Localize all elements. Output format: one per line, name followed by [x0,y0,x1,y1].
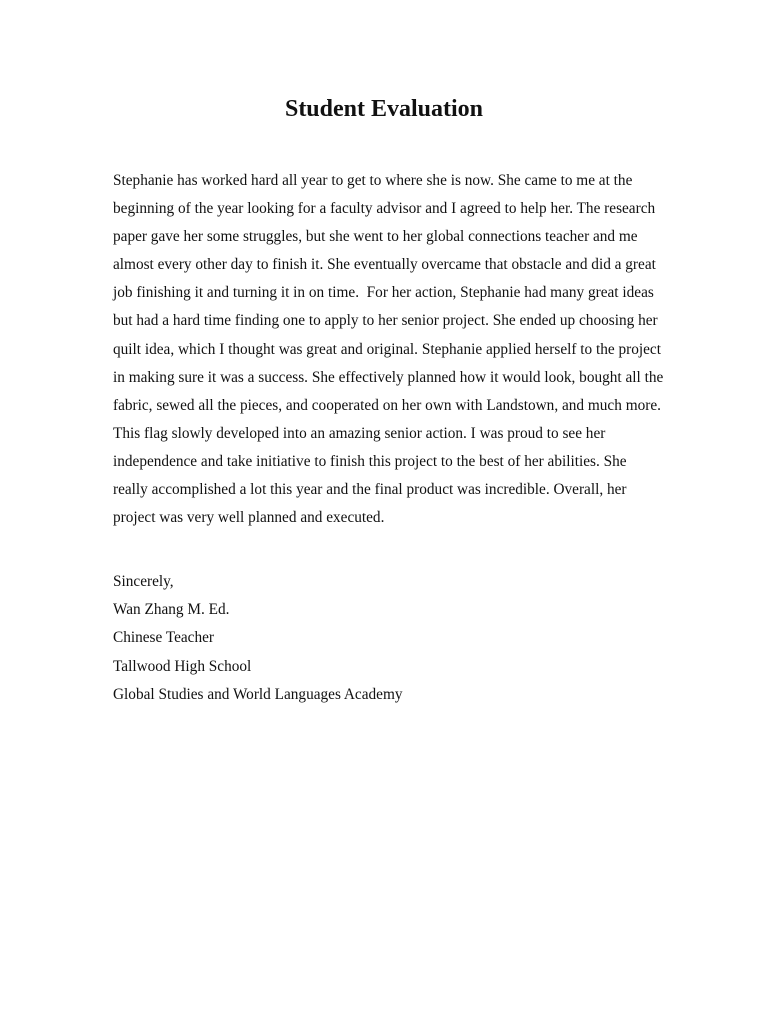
body-line: beginning of the year looking for a faculty advisor and I agreed to help her. The research [113,200,656,218]
signature-school: Tallwood High School [113,657,252,675]
document-title: Student Evaluation [284,96,484,122]
body-line: fabric, sewed all the pieces, and cooperated on her own with Landstown, and much more. [113,396,661,414]
signature-academy: Global Studies and World Languages Academy [113,685,403,703]
signature-block [113,568,673,709]
body-line: in making sure it was a success. She effectively planned how it would look, bought all the [113,368,664,386]
body-line: job finishing it and turning it in on time. For her action, Stephanie had many great ideas [113,284,654,302]
signature-closing: Sincerely, [113,573,174,590]
body-line: independence and take initiative to finish this project to the best of her abilities. She [113,452,627,470]
body-line: almost every other day to finish it. She eventually overcame that obstacle and did a great [113,256,656,274]
signature-name: Wan Zhang M. Ed. [113,601,230,619]
evaluation-body [113,167,673,532]
body-line: quilt idea, which I thought was great and original. Stephanie applied herself to the project [113,340,661,358]
body-line: really accomplished a lot this year and the final product was incredible. Overall, her [113,481,627,499]
body-line: project was very well planned and executed. [113,509,385,527]
body-line: This flag slowly developed into an amazing senior action. I was proud to see her [113,424,606,442]
body-line: Stephanie has worked hard all year to get to where she is now. She came to me at the [113,172,633,189]
signature-position: Chinese Teacher [113,629,215,647]
body-line: but had a hard time finding one to apply to her senior project. She ended up choosing her [113,312,658,330]
body-line: paper gave her some struggles, but she went to her global connections teacher and me [113,228,638,246]
